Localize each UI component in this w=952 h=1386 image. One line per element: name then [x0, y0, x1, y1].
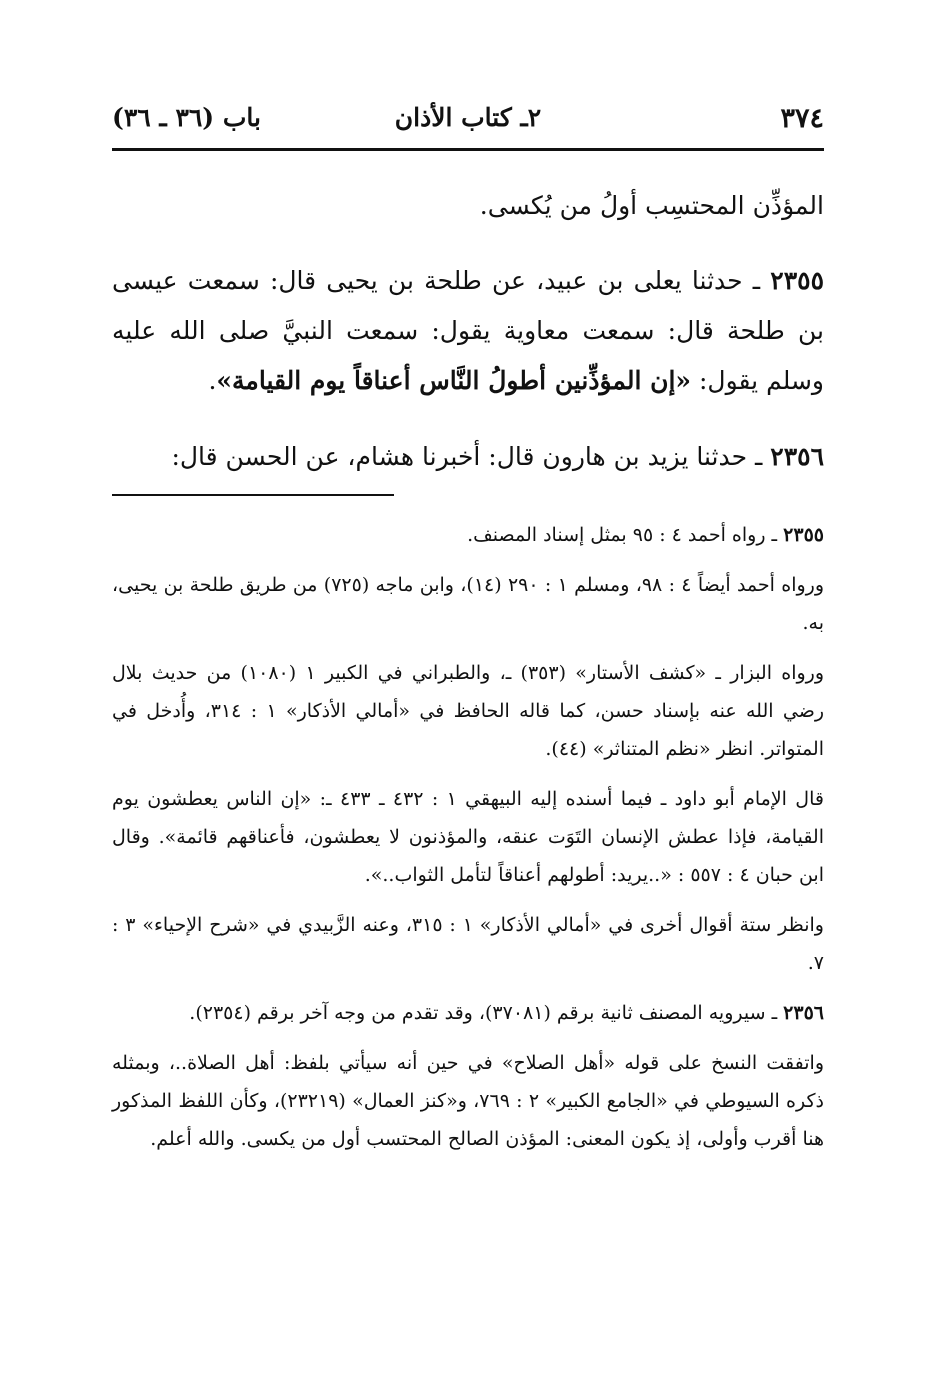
footnote-text: ـ سيرويه المصنف ثانية برقم (٣٧٠٨١)، وقد تقدم من وجه آخر برقم (٢٣٥٤).: [189, 1002, 784, 1024]
footnote-paragraph: ورواه البزار ـ «كشف الأستار» (٣٥٣) ـ، والطبراني في الكبير ١ (١٠٨٠) من حديث بلال رضي الله عنه بإسناد حسن، كما قاله الحافظ في «أمالي الأذكار» ١ : ٣١٤، وأُدخل في المتواتر. انظر «نظم المتناثر» (٤٤).: [112, 662, 825, 760]
book-title: ٢ـ كتاب الأذان: [394, 103, 542, 132]
hadith-2356: [112, 432, 824, 482]
running-header: [112, 103, 824, 143]
main-text: [112, 182, 824, 482]
footnote-number: ٢٣٥٦: [783, 1002, 824, 1024]
footnote-paragraph: واتفقت النسخ على قوله «أهل الصلاح» في حين أنه سيأتي بلفظ: أهل الصلاة..، وبمثله ذكره السيوطي في «الجامع الكبير» ٢ : ٧٦٩، و«كنز العمال» (٢٣٢١٩)، وكأن اللفظ المذكور هنا أقرب وأولى، إذ يكون المعنى: المؤذن الصالح المحتسب أول من يكسى. والله أعلم.: [112, 1052, 824, 1150]
footnote-number: ٢٣٥٥: [783, 524, 824, 546]
footnote-paragraph: ورواه أحمد أيضاً ٤ : ٩٨، ومسلم ١ : ٢٩٠ (١٤)، وابن ماجه (٧٢٥) من طريق طلحة بن يحيى، به.: [112, 574, 825, 634]
header-rule: [112, 148, 824, 151]
continuation-line: المؤذِّن المحتسِب أولُ من يُكسى.: [479, 191, 824, 220]
footnote-paragraph: وانظر ستة أقوال أخرى في «أمالي الأذكار» ١ : ٣١٥، وعنه الزَّبيدي في «شرح الإحياء» ٣ : ٧.: [112, 914, 824, 974]
book-page: [112, 0, 824, 1386]
hadith-end: .: [208, 366, 217, 395]
hadith-2355: [112, 256, 824, 406]
hadith-number: ٢٣٥٦: [770, 442, 824, 471]
hadith-text: ـ حدثنا يزيد بن هارون قال: أخبرنا هشام، عن الحسن قال:: [171, 442, 771, 471]
chapter-reference: باب (٣٦ ـ ٣٦): [112, 103, 261, 132]
footnote-text: ـ رواه أحمد ٤ : ٩٥ بمثل إسناد المصنف.: [467, 524, 784, 546]
footnote-2355: [112, 516, 824, 554]
footnote-separator: [112, 494, 394, 496]
hadith-text: ـ حدثنا يعلى بن عبيد، عن طلحة بن يحيى قال: سمعت عيسى بن طلحة قال: سمعت معاوية يقول: سمعت النبيَّ صلى الله عليه وسلم يقول:: [112, 266, 824, 395]
footnote-paragraph: قال الإمام أبو داود ـ فيما أسنده إليه البيهقي ١ : ٤٣٢ ـ ٤٣٣ ـ: «إن الناس يعطشون يوم القيامة، فإذا عطش الإنسان التَوَت عنقه، والمؤذنون لا يعطشون، فأعناقهم قائمة». وقال ابن حبان ٤ : ٥٥٧ : «..يريد: أطولهم أعناقاً لتأمل الثواب..».: [112, 788, 824, 886]
page-number: ٣٧٤: [780, 103, 824, 134]
hadith-number: ٢٣٥٥: [770, 266, 824, 295]
footnotes: [112, 516, 824, 1170]
hadith-quote: «إن المؤذِّنين أطولُ النَّاس أعناقاً يوم القيامة»: [216, 366, 692, 395]
footnote-2356: [112, 994, 824, 1032]
